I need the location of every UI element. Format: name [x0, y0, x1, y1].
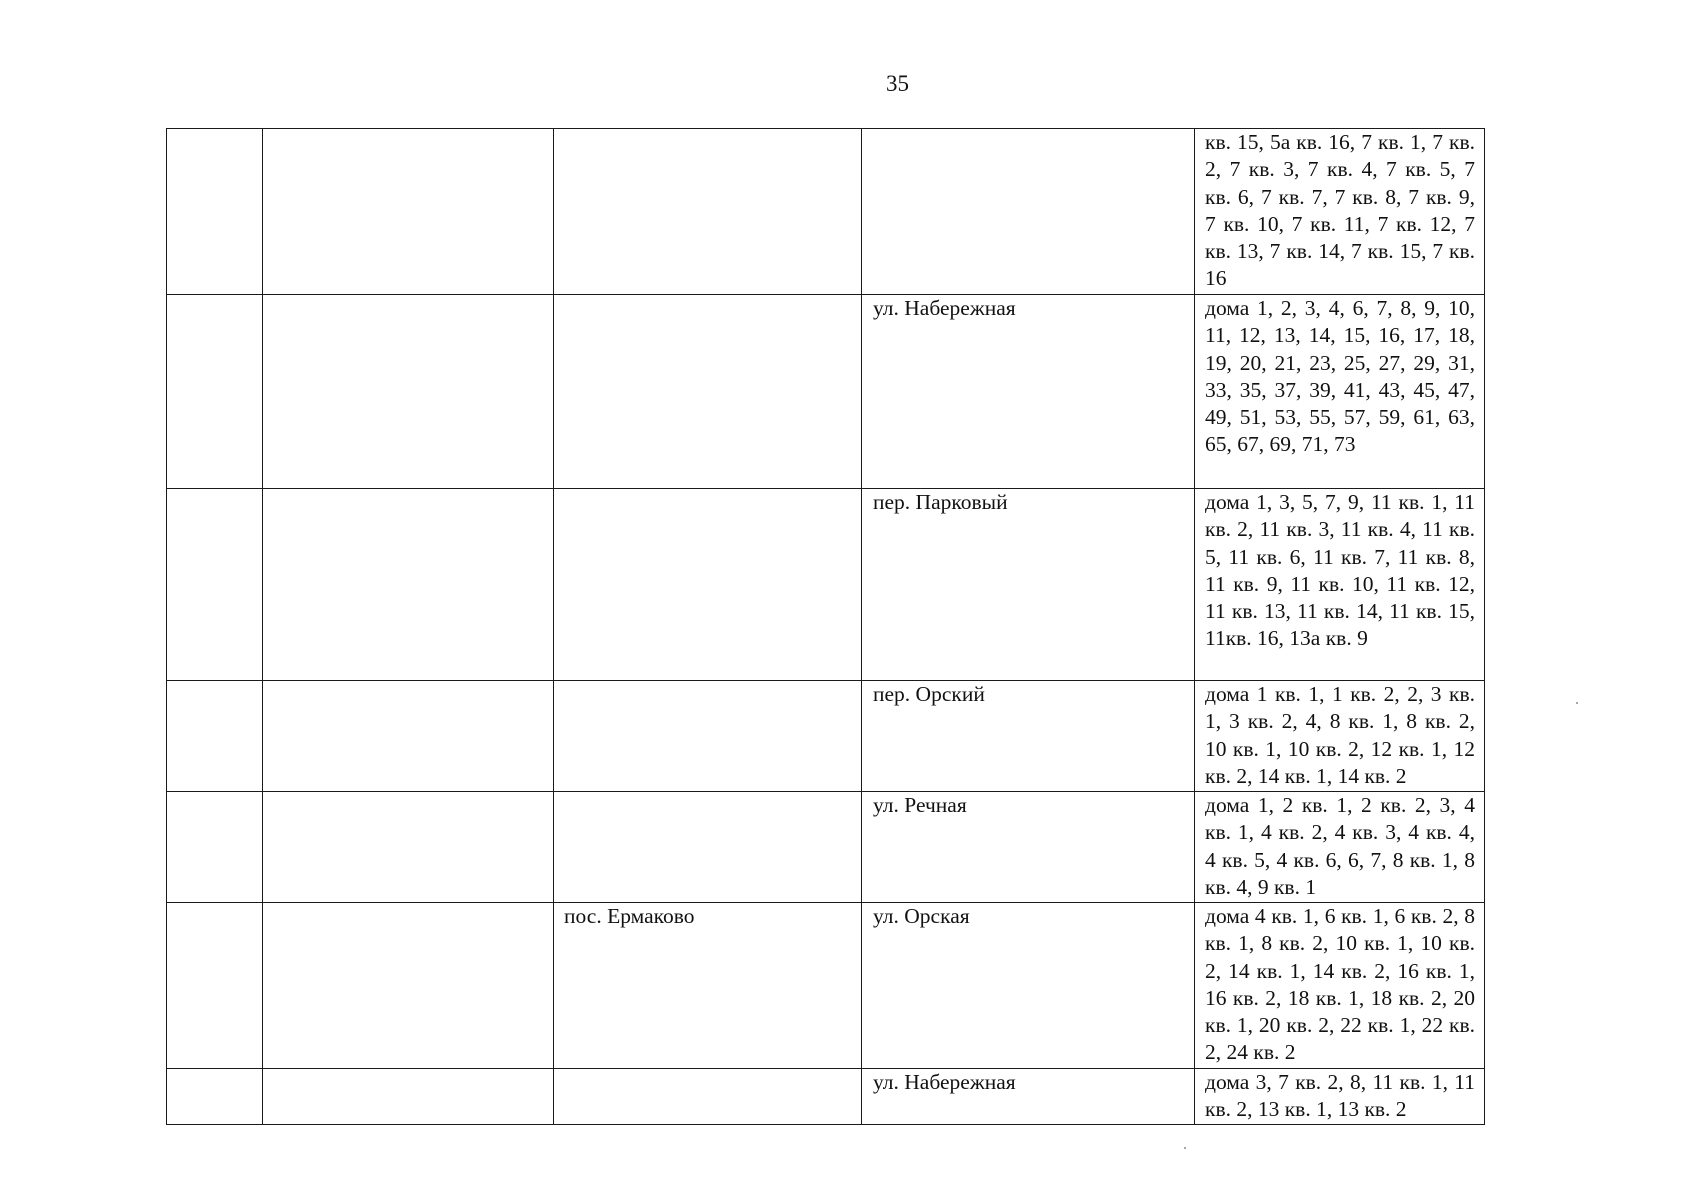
houses-cell: дома 4 кв. 1, 6 кв. 1, 6 кв. 2, 8 кв. 1, 8 кв. 2, 10 кв. 1, 10 кв. 2, 14 кв. 1, 14 кв. 2, 16 кв. 1, 16 кв. 2, 18 кв. 1, 18 кв. 2, 20 кв. 1, 20 кв. 2, 22 кв. 1, 22 кв. 2, 24 кв. 2 [1195, 903, 1485, 1069]
street-cell: пер. Орский [862, 681, 1195, 792]
houses-cell: дома 1, 2 кв. 1, 2 кв. 2, 3, 4 кв. 1, 4 кв. 2, 4 кв. 3, 4 кв. 4, 4 кв. 5, 4 кв. 6, 6, 7, 8 кв. 1, 8 кв. 4, 9 кв. 1 [1195, 792, 1485, 903]
number-cell [167, 295, 263, 489]
scan-speck [1184, 1147, 1186, 1149]
district-cell [263, 489, 554, 681]
number-cell [167, 681, 263, 792]
settlement-cell: пос. Ермаково [554, 903, 862, 1069]
number-cell [167, 903, 263, 1069]
houses-cell: дома 1, 2, 3, 4, 6, 7, 8, 9, 10, 11, 12, 13, 14, 15, 16, 17, 18, 19, 20, 21, 23, 25, 27, 29, 31, 33, 35, 37, 39, 41, 43, 45, 47, 49, 51, 53, 55, 57, 59, 61, 63, 65, 67, 69, 71, 73 [1195, 295, 1485, 489]
street-cell [862, 129, 1195, 295]
street-cell: ул. Речная [862, 792, 1195, 903]
houses-cell: дома 1, 3, 5, 7, 9, 11 кв. 1, 11 кв. 2, 11 кв. 3, 11 кв. 4, 11 кв. 5, 11 кв. 6, 11 кв. 7, 11 кв. 8, 11 кв. 9, 11 кв. 10, 11 кв. 12, 11 кв. 13, 11 кв. 14, 11 кв. 15, 11кв. 16, 13а кв. 9 [1195, 489, 1485, 681]
houses-cell: дома 3, 7 кв. 2, 8, 11 кв. 1, 11 кв. 2, 13 кв. 1, 13 кв. 2 [1195, 1069, 1485, 1125]
street-cell: ул. Орская [862, 903, 1195, 1069]
settlement-cell [554, 1069, 862, 1125]
scan-speck [1576, 702, 1578, 704]
table-row [167, 681, 1485, 792]
table-row [167, 129, 1485, 295]
settlement-cell [554, 792, 862, 903]
houses-cell: кв. 15, 5а кв. 16, 7 кв. 1, 7 кв. 2, 7 кв. 3, 7 кв. 4, 7 кв. 5, 7 кв. 6, 7 кв. 7, 7 кв. 8, 7 кв. 9, 7 кв. 10, 7 кв. 11, 7 кв. 12, 7 кв. 13, 7 кв. 14, 7 кв. 15, 7 кв. 16 [1195, 129, 1485, 295]
district-cell [263, 903, 554, 1069]
number-cell [167, 129, 263, 295]
district-cell [263, 129, 554, 295]
number-cell [167, 792, 263, 903]
settlement-cell [554, 129, 862, 295]
settlement-cell [554, 489, 862, 681]
houses-cell: дома 1 кв. 1, 1 кв. 2, 2, 3 кв. 1, 3 кв. 2, 4, 8 кв. 1, 8 кв. 2, 10 кв. 1, 10 кв. 2, 12 кв. 1, 12 кв. 2, 14 кв. 1, 14 кв. 2 [1195, 681, 1485, 792]
table-row [167, 295, 1485, 489]
street-cell: ул. Набережная [862, 1069, 1195, 1125]
district-cell [263, 792, 554, 903]
district-cell [263, 295, 554, 489]
settlement-cell [554, 295, 862, 489]
table-row [167, 903, 1485, 1069]
address-table [166, 128, 1485, 1125]
street-cell: ул. Набережная [862, 295, 1195, 489]
number-cell [167, 1069, 263, 1125]
district-cell [263, 681, 554, 792]
table-row [167, 1069, 1485, 1125]
number-cell [167, 489, 263, 681]
street-cell: пер. Парковый [862, 489, 1195, 681]
page-number: 35 [886, 71, 909, 96]
district-cell [263, 1069, 554, 1125]
table-row [167, 792, 1485, 903]
table-row [167, 489, 1485, 681]
settlement-cell [554, 681, 862, 792]
